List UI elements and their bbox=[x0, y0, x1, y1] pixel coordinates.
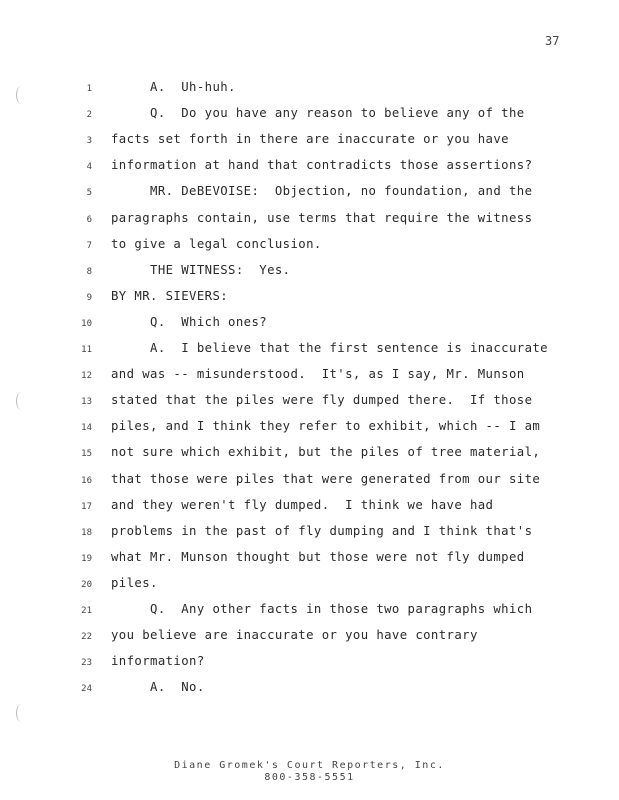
line-text: facts set forth in there are inaccurate or you have bbox=[111, 132, 509, 147]
line-number: 17 bbox=[81, 501, 92, 512]
line-text: Q. Do you have any reason to believe any of the bbox=[111, 106, 525, 121]
transcript-line bbox=[0, 341, 619, 367]
line-text: stated that the piles were fly dumped there. If those bbox=[111, 393, 533, 408]
line-number: 1 bbox=[86, 84, 92, 94]
line-number: 18 bbox=[81, 527, 92, 538]
line-text: and they weren't fly dumped. I think we have had bbox=[111, 497, 494, 512]
transcript-line bbox=[0, 184, 619, 210]
transcript-line bbox=[0, 393, 619, 419]
line-text: Q. Any other facts in those two paragraphs which bbox=[111, 602, 533, 616]
line-number: 8 bbox=[86, 266, 92, 277]
line-text: A. Uh-huh. bbox=[111, 80, 236, 94]
line-text: problems in the past of fly dumping and I think that's bbox=[111, 523, 533, 538]
line-number: 12 bbox=[81, 371, 92, 382]
line-number: 21 bbox=[81, 606, 92, 616]
line-text: BY MR. SIEVERS: bbox=[111, 288, 229, 303]
transcript-line bbox=[0, 158, 619, 184]
transcript-line bbox=[0, 550, 619, 576]
transcript-line bbox=[0, 132, 619, 158]
transcript-line bbox=[0, 80, 619, 106]
footer-reporter: Diane Gromek's Court Reporters, Inc. bbox=[174, 760, 445, 771]
transcript-line bbox=[0, 680, 619, 706]
line-text: A. I believe that the first sentence is inaccurate bbox=[111, 341, 548, 355]
line-text: what Mr. Munson thought but those were not fly dumped bbox=[111, 549, 525, 564]
transcript-line bbox=[0, 498, 619, 524]
line-number: 14 bbox=[81, 423, 92, 434]
transcript-line bbox=[0, 576, 619, 602]
line-text: and was -- misunderstood. It's, as I say, Mr. Munson bbox=[111, 367, 525, 382]
line-number: 7 bbox=[86, 240, 92, 251]
line-text: information at hand that contradicts those assertions? bbox=[111, 158, 533, 173]
hole-punch-bottom bbox=[16, 704, 27, 722]
line-number: 13 bbox=[81, 397, 92, 408]
transcript-line bbox=[0, 237, 619, 263]
footer-phone: 800-358-5551 bbox=[264, 772, 355, 783]
transcript-line bbox=[0, 654, 619, 680]
line-text: piles, and I think they refer to exhibit, which -- I am bbox=[111, 419, 541, 434]
line-text: not sure which exhibit, but the piles of tree material, bbox=[111, 445, 541, 460]
line-number: 3 bbox=[86, 136, 92, 147]
line-text: paragraphs contain, use terms that require the witness bbox=[111, 210, 533, 225]
line-number: 11 bbox=[81, 345, 92, 355]
transcript-line bbox=[0, 419, 619, 445]
line-text: MR. DeBEVOISE: Objection, no foundation, and the bbox=[111, 184, 533, 199]
line-number: 24 bbox=[81, 684, 92, 695]
line-number: 15 bbox=[81, 449, 92, 460]
line-text: Q. Which ones? bbox=[111, 314, 268, 329]
line-number: 20 bbox=[81, 579, 92, 590]
transcript-line bbox=[0, 315, 619, 341]
line-text: you believe are inaccurate or you have contrary bbox=[111, 628, 478, 643]
line-number: 19 bbox=[81, 553, 92, 564]
line-number: 9 bbox=[86, 292, 92, 303]
transcript-line bbox=[0, 289, 619, 315]
line-number: 4 bbox=[86, 162, 92, 173]
line-number: 6 bbox=[86, 214, 92, 225]
transcript-line bbox=[0, 445, 619, 471]
transcript-line bbox=[0, 263, 619, 289]
line-text: information? bbox=[111, 654, 205, 669]
line-text: that those were piles that were generated from our site bbox=[111, 471, 541, 486]
line-number: 16 bbox=[81, 475, 92, 486]
line-number: 5 bbox=[86, 188, 92, 199]
transcript-line bbox=[0, 628, 619, 654]
page-number: 37 bbox=[545, 34, 560, 48]
line-text: piles. bbox=[111, 575, 158, 590]
transcript-line bbox=[0, 524, 619, 550]
transcript-line bbox=[0, 106, 619, 132]
line-text: A. No. bbox=[111, 680, 205, 695]
line-text: to give a legal conclusion. bbox=[111, 236, 322, 251]
line-number: 23 bbox=[81, 658, 92, 669]
line-number: 10 bbox=[81, 318, 92, 329]
line-number: 22 bbox=[81, 632, 92, 643]
transcript-line bbox=[0, 602, 619, 628]
transcript-line bbox=[0, 367, 619, 393]
transcript-line bbox=[0, 211, 619, 237]
line-number: 2 bbox=[86, 110, 92, 121]
transcript-line bbox=[0, 472, 619, 498]
line-text: THE WITNESS: Yes. bbox=[111, 262, 291, 277]
